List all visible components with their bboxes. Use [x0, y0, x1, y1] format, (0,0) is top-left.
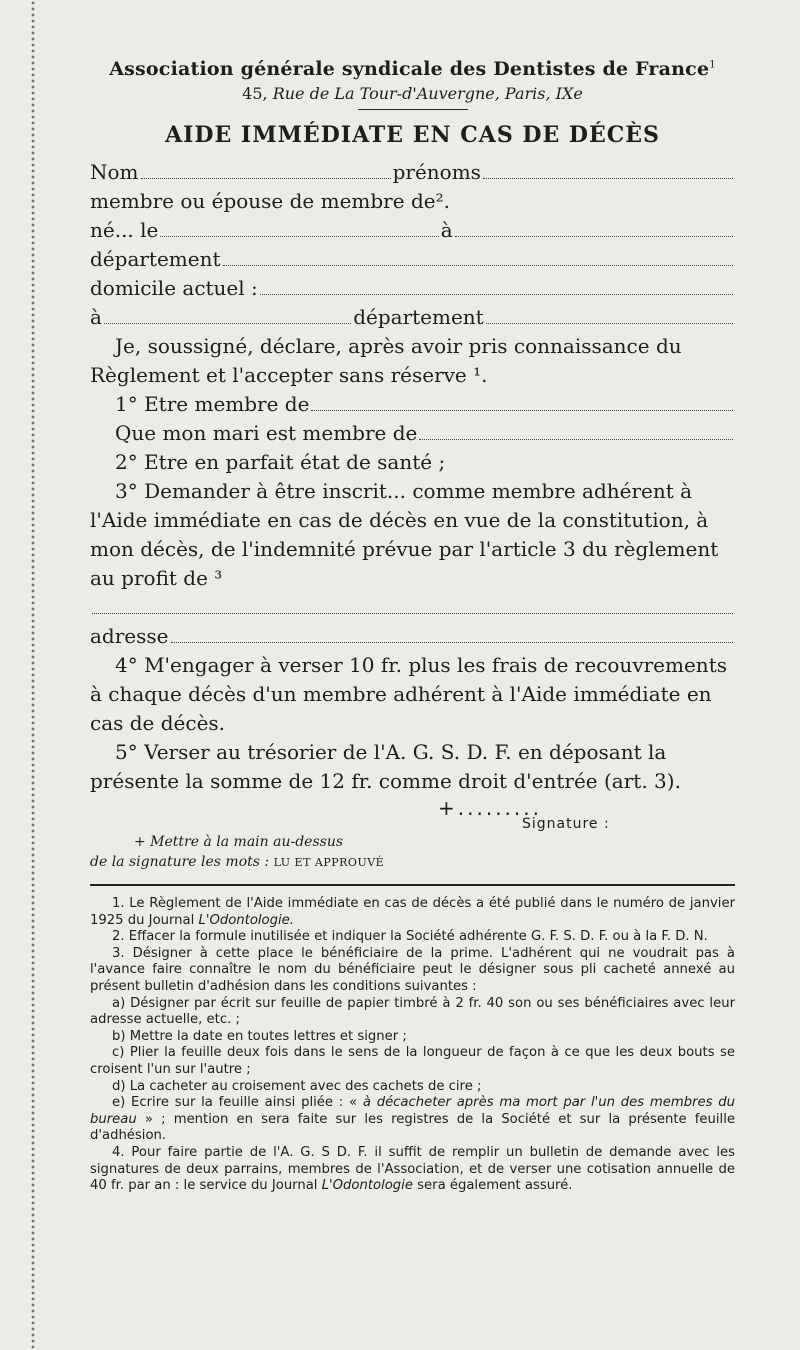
footnote-3e-italic: à décacheter après ma mort par l'un des membres du bureau — [90, 1095, 735, 1127]
item1-label: 1° Etre membre de — [115, 392, 310, 416]
departement-field[interactable] — [223, 265, 733, 266]
birth-date-field[interactable] — [160, 236, 438, 237]
form-title: AIDE IMMÉDIATE EN CAS DE DÉCÈS — [165, 122, 660, 148]
adresse-field[interactable] — [171, 642, 734, 643]
footnote-1-text: 1. Le Règlement de l'Aide immédiate en cas de décès a été publié dans le numéro de janvier 1925 du Journal — [90, 896, 735, 928]
city-line — [90, 303, 735, 332]
item2-text: 2° Etre en parfait état de santé ; — [115, 450, 446, 474]
signature-block — [90, 796, 735, 876]
departement2-field[interactable] — [486, 323, 733, 324]
adresse-label: adresse — [90, 624, 169, 648]
item1-line — [90, 390, 735, 419]
beneficiary-field[interactable] — [92, 613, 733, 614]
declaration-text: Je, soussigné, déclare, après avoir pris connaissance du Règlement et l'accepter sans réserve ¹. — [90, 334, 682, 387]
ne-label: né... le — [90, 218, 159, 242]
footnote-3d: d) La cacheter au croisement avec des cachets de cire ; — [112, 1078, 482, 1094]
item5-text: 5° Verser au trésorier de l'A. G. S. D. F. en déposant la présente la somme de 12 fr. comme droit d'entrée (art. 3). — [90, 740, 681, 793]
item1b-label: Que mon mari est membre de — [115, 421, 418, 445]
signature-note-words: LU ET APPROUVÉ — [273, 856, 385, 869]
name-line — [90, 158, 735, 187]
membre-label: membre ou épouse de membre de². — [90, 189, 450, 213]
domicile-line — [90, 274, 735, 303]
domicile-label: domicile actuel : — [90, 276, 258, 300]
item1b-line — [90, 419, 735, 448]
domicile-field[interactable] — [260, 294, 733, 295]
departement-line — [90, 245, 735, 274]
footnote-ref-1: 1 — [709, 59, 716, 71]
address-street: Rue de La Tour-d'Auvergne, Paris, IXe — [267, 84, 583, 103]
item4-text: 4° M'engager à verser 10 fr. plus les frais de recouvrements à chaque décès d'un membre adhérent à l'Aide immédiate en cas de décès. — [90, 653, 727, 735]
footnote-4-text: 4. Pour faire partie de l'A. G. S D. F. il suffit de remplir un bulletin de demande avec les signatures de deux parrains, membres de l'Association, et de verser une cotisation annuelle de 40 fr. par an : le service du Journal — [90, 1144, 735, 1194]
footnote-4 — [90, 1145, 735, 1195]
form-fields — [90, 158, 735, 796]
association-name: Association générale syndicale des Dentistes de France — [109, 58, 710, 80]
beneficiary-line — [90, 593, 735, 622]
footnote-3e — [90, 1095, 735, 1145]
association-title — [90, 58, 735, 80]
departement-label: département — [90, 247, 221, 271]
signature-label: Signature : — [522, 816, 610, 832]
adresse-line — [90, 622, 735, 651]
item2-line — [90, 448, 735, 477]
footnotes — [90, 896, 735, 1195]
footnote-3e-end: » ; mention en sera faite sur les registres de la Société et sur la présente feuille d'adhésion. — [90, 1111, 735, 1144]
nom-label: Nom — [90, 160, 139, 184]
nom-field[interactable] — [141, 178, 391, 179]
membre-line — [90, 187, 735, 216]
signature-mark[interactable]: +......... — [438, 796, 542, 820]
city-field[interactable] — [104, 323, 351, 324]
address-number: 45, — [242, 84, 268, 103]
footnote-2: 2. Effacer la formule inutilisée et indiquer la Société adhérente G. F. S. D. F. ou à la F. D. N. — [112, 929, 708, 945]
footnotes-divider — [90, 884, 735, 886]
birth-line — [90, 216, 735, 245]
signature-note-text: de la signature les mots : — [90, 854, 270, 870]
item1b-field[interactable] — [419, 439, 733, 440]
departement2-label: département — [353, 305, 484, 329]
perforation-edge — [30, 0, 36, 1350]
signature-instruction — [90, 832, 384, 873]
footnote-1 — [90, 896, 735, 929]
footnote-3b: b) Mettre la date en toutes lettres et signer ; — [112, 1028, 407, 1044]
signature-note-line1: + Mettre à la main au-dessus — [134, 834, 344, 850]
a-label: à — [440, 218, 453, 242]
footnote-3: 3. Désigner à cette place le bénéficiaire de la prime. L'adhérent qui ne voudrait pas à l'avance faire connaître le nom du bénéficiaire peut le désigner sous pli cacheté annexé au présent bulletin d'adhésion dans les conditions suivantes : — [90, 945, 735, 994]
footnote-3e-start: e) Ecrire sur la feuille ainsi pliée : « — [112, 1095, 358, 1111]
header-divider — [358, 109, 468, 110]
prenoms-label: prénoms — [392, 160, 481, 184]
item3-text: 3° Demander à être inscrit... comme membre adhérent à l'Aide immédiate en cas de décès en vue de la constitution, à mon décès, de l'indemnité prévue par l'article 3 du règlement au profit de ³ — [90, 479, 719, 590]
footnote-1-journal: L'Odontologie. — [198, 912, 294, 928]
association-address — [90, 84, 735, 103]
footnote-4-end: sera également assuré. — [417, 1178, 573, 1194]
a2-label: à — [90, 305, 102, 329]
prenoms-field[interactable] — [483, 178, 733, 179]
item1-field[interactable] — [311, 410, 733, 411]
membership-form-page — [90, 58, 735, 1195]
signature-note-line2 — [90, 852, 384, 873]
footnote-3a: a) Désigner par écrit sur feuille de papier timbré à 2 fr. 40 son ou ses bénéficiaires avec leur adresse actuelle, etc. ; — [90, 995, 735, 1028]
footnote-4-journal: L'Odontologie — [321, 1178, 413, 1194]
birth-place-field[interactable] — [455, 236, 733, 237]
footnote-3c: c) Plier la feuille deux fois dans le sens de la longueur de façon à ce que les deux bouts se croisent l'un sur l'autre ; — [90, 1045, 735, 1077]
